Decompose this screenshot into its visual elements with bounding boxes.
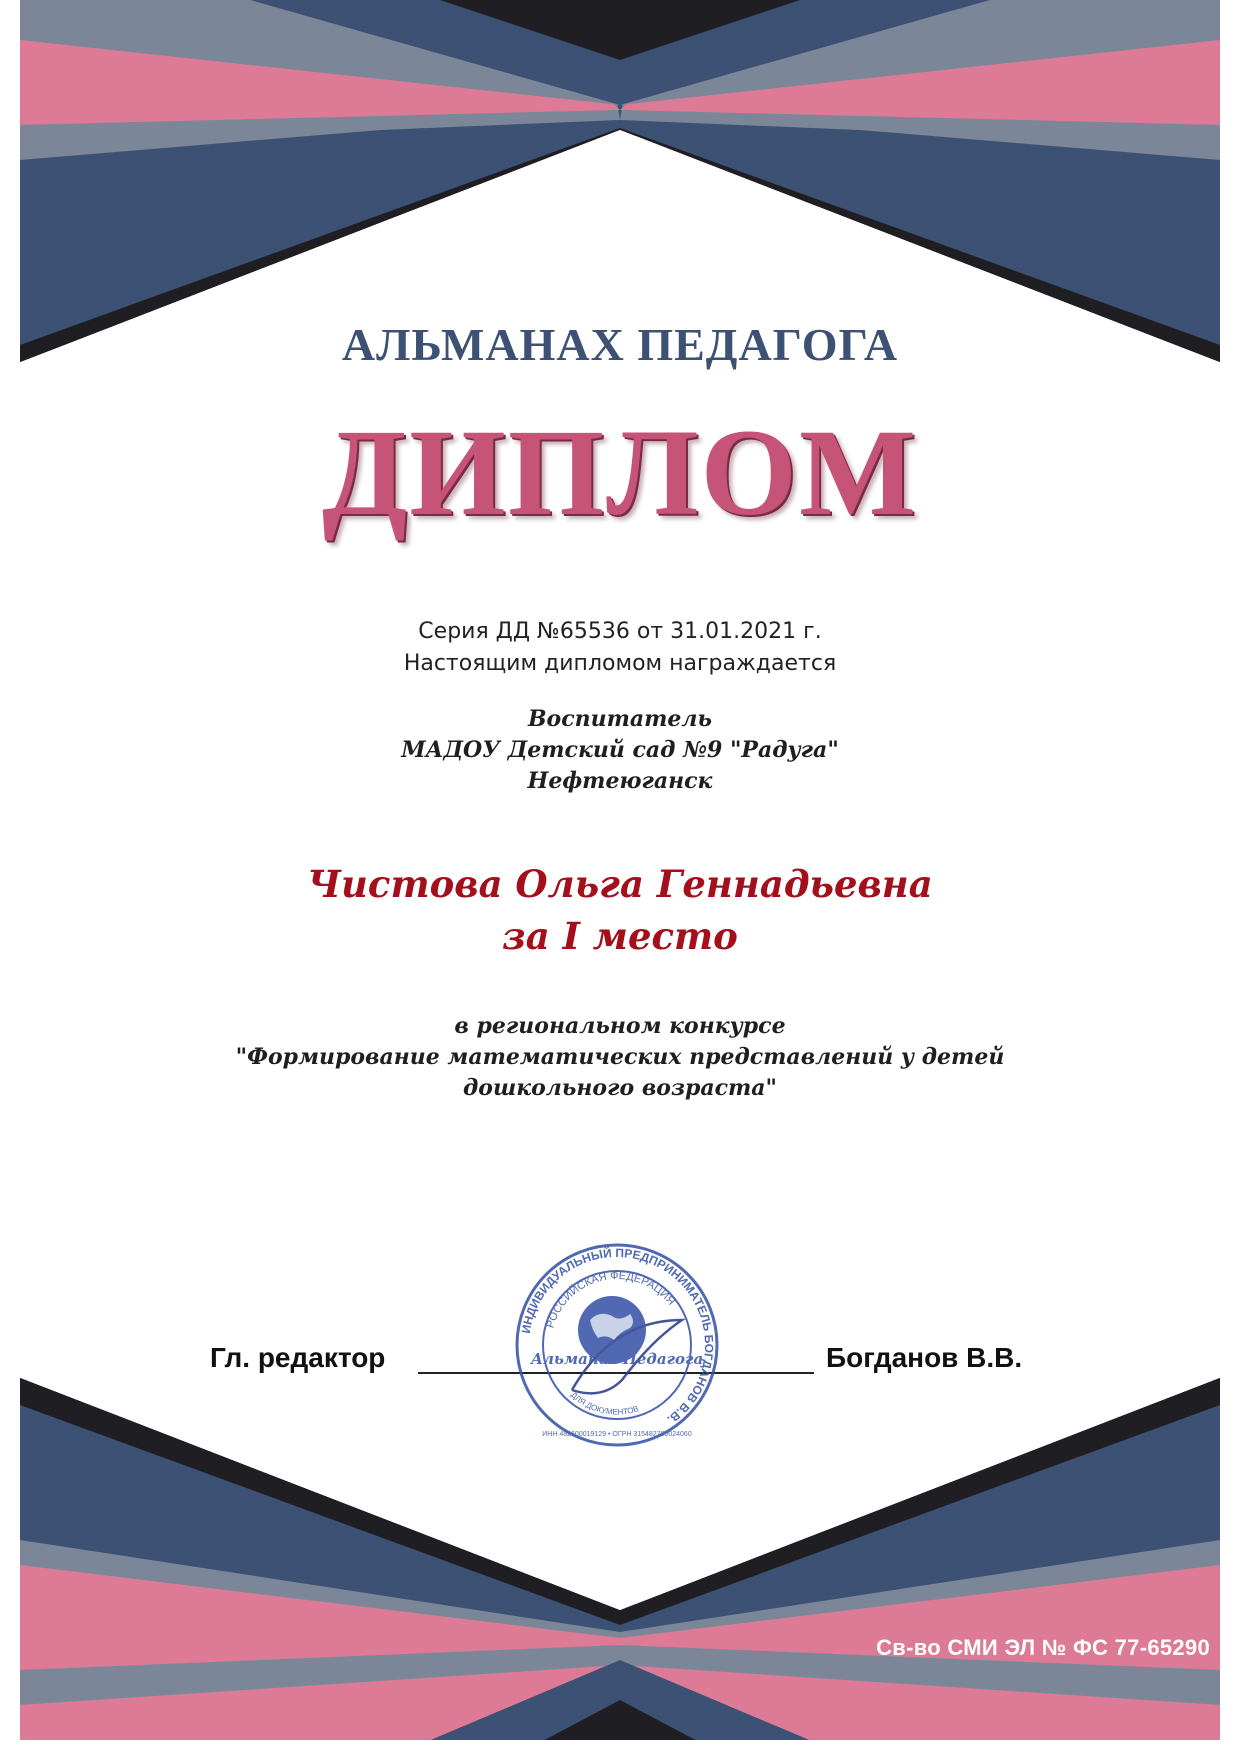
stamp-outer-text: ИНДИВИДУАЛЬНЫЙ ПРЕДПРИНИМАТЕЛЬ БОГДАНОВ В.В. — [518, 1245, 717, 1427]
signature-name: Богданов В.В. — [826, 1342, 1023, 1373]
publisher-title: АЛЬМАНАХ ПЕДАГОГА — [341, 319, 899, 370]
winner-place: за I место — [502, 914, 738, 958]
awarded-text: Настоящим дипломом награждается — [403, 651, 837, 676]
stamp-bottom-text: ДЛЯ ДОКУМЕНТОВ — [569, 1390, 640, 1417]
top-decoration — [0, 0, 1240, 370]
signature-label: Гл. редактор — [210, 1342, 386, 1373]
registration-text: Св-во СМИ ЭЛ № ФС 77-65290 — [876, 1635, 1210, 1660]
series-number: Серия ДД №65536 от 31.01.2021 г. — [418, 619, 822, 644]
recipient-position: Воспитатель — [527, 706, 713, 732]
svg-text:ДЛЯ ДОКУМЕНТОВ — [569, 1390, 640, 1416]
diploma-title: ДИПЛОМ — [321, 404, 919, 541]
recipient-info — [0, 704, 1240, 797]
recipient-city: Нефтеюганск — [527, 768, 713, 794]
contest-line-1: в региональном конкурсе — [454, 1013, 786, 1039]
document-info — [0, 616, 1240, 680]
winner-name: Чистова Ольга Геннадьевна — [307, 862, 933, 906]
recipient-organization: МАДОУ Детский сад №9 "Радуга" — [401, 737, 839, 763]
stamp-ids: ИНН 482600019129 • ОГРН 315482700024060 — [542, 1431, 692, 1438]
contest-block — [0, 1011, 1240, 1104]
stamp-center-text: Альманах Педагога — [530, 1350, 704, 1368]
stamp-inner-text: РОССИЙСКАЯ ФЕДЕРАЦИЯ — [544, 1269, 678, 1330]
official-stamp — [512, 1240, 722, 1450]
contest-line-2: "Формирование математических представлений у детей — [235, 1044, 1005, 1070]
contest-line-3: дошкольного возраста" — [462, 1075, 778, 1101]
winner-block — [0, 858, 1240, 962]
